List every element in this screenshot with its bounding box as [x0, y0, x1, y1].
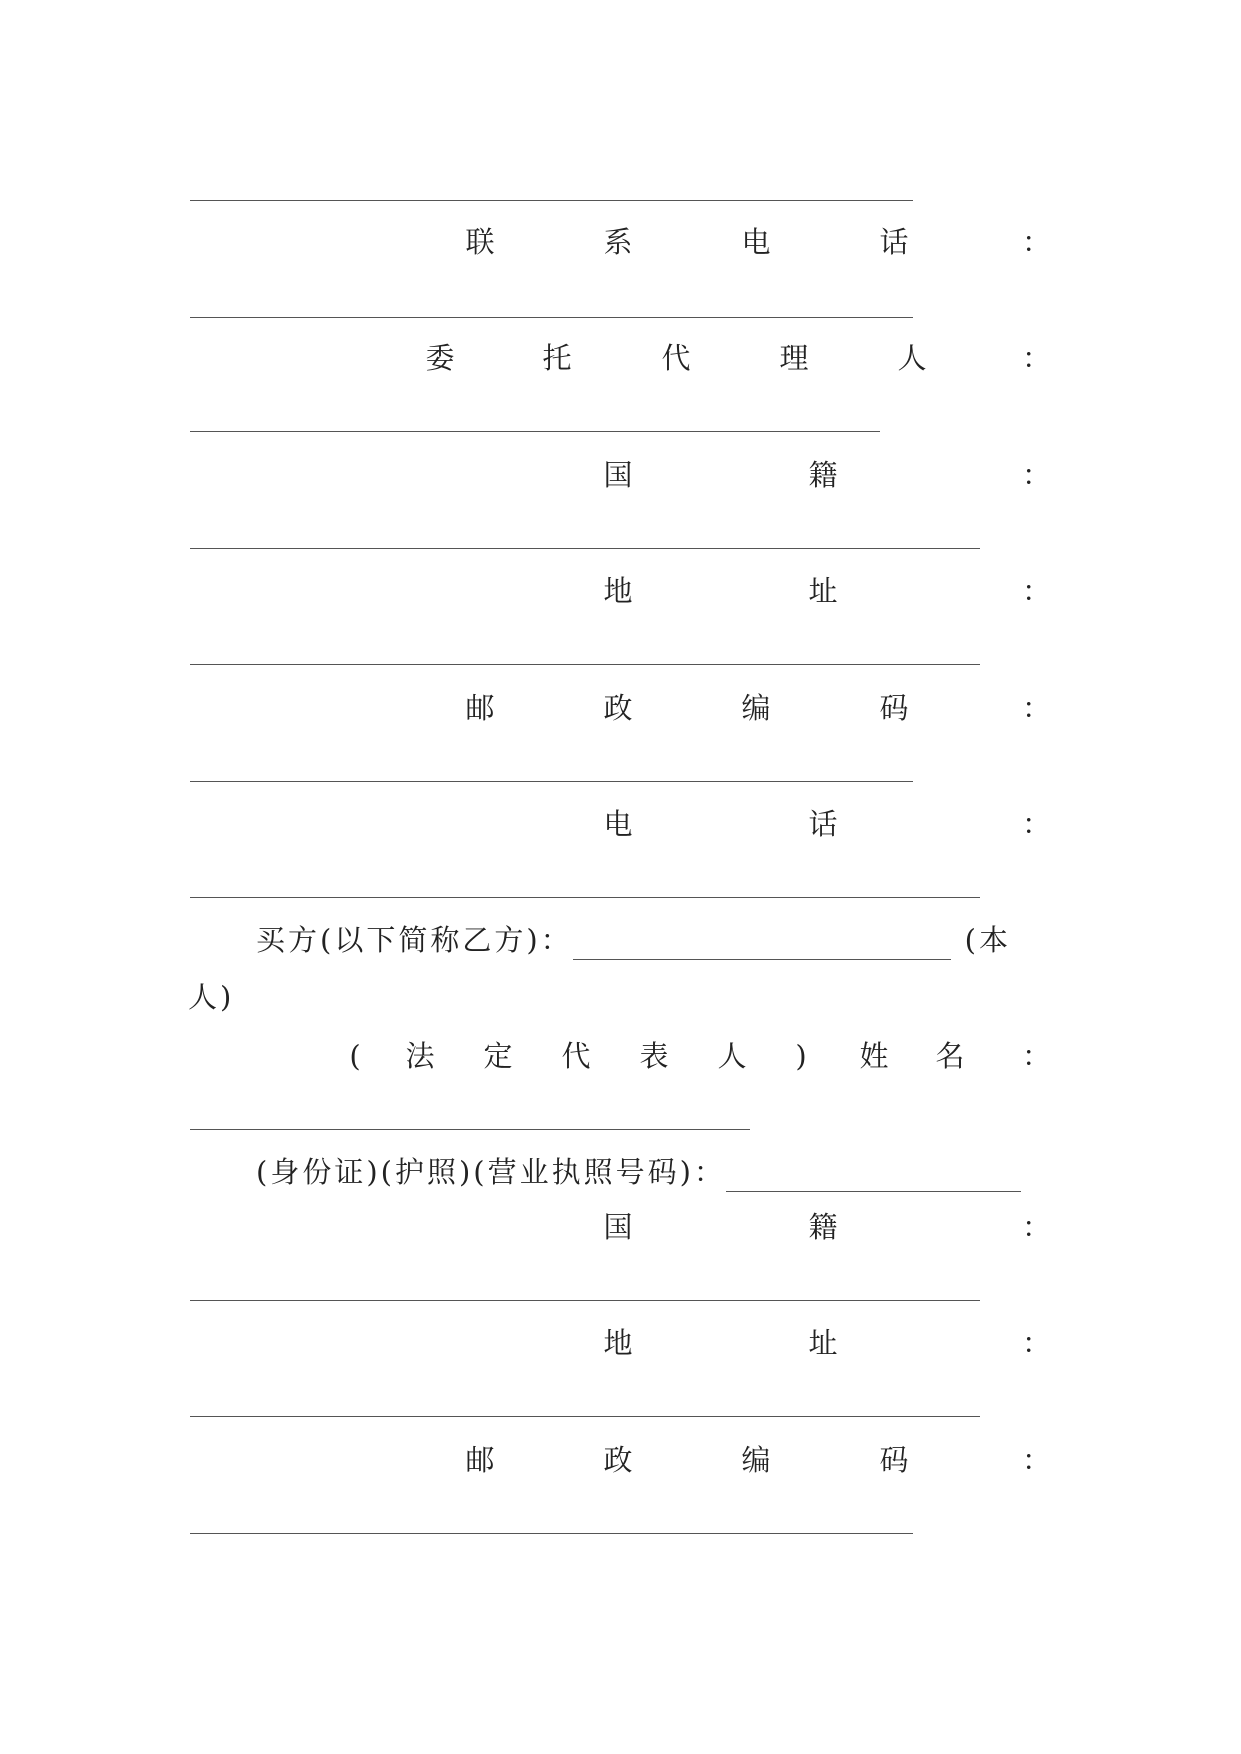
colon: ：	[1022, 1210, 1052, 1244]
fill-line[interactable]	[190, 200, 913, 201]
nationality-fill-line[interactable]	[190, 1300, 980, 1301]
colon: ：	[1022, 458, 1052, 492]
postal-code-fill-line[interactable]	[190, 781, 913, 782]
id-line-label: (身份证)(护照)(营业执照号码)：	[256, 1155, 726, 1189]
phone-fill-line[interactable]	[190, 897, 980, 898]
colon: ：	[1022, 1443, 1052, 1477]
colon: ：	[1022, 691, 1052, 725]
colon: ：	[1022, 1039, 1052, 1073]
id-line	[256, 1152, 1021, 1192]
buyer-suffix: (本	[964, 923, 1011, 957]
id-number-blank[interactable]	[726, 1161, 1021, 1192]
address-fill-line[interactable]	[190, 1416, 980, 1417]
nationality-fill-line[interactable]	[190, 548, 980, 549]
colon: ：	[1022, 1326, 1052, 1360]
buyer-line-wrap: 人)	[188, 980, 235, 1014]
buyer-line	[256, 920, 1011, 960]
agent-fill-line[interactable]	[190, 431, 880, 432]
colon: ：	[1022, 341, 1052, 375]
legal-rep-name-fill-line[interactable]	[190, 1129, 750, 1130]
colon: ：	[1022, 225, 1052, 259]
colon: ：	[1022, 574, 1052, 608]
buyer-name-blank[interactable]	[573, 929, 951, 960]
contact-phone-fill-line[interactable]	[190, 317, 913, 318]
colon: ：	[1022, 807, 1052, 841]
postal-code-fill-line[interactable]	[190, 1533, 913, 1534]
address-fill-line[interactable]	[190, 664, 980, 665]
buyer-prefix: 买方(以下简称乙方)：	[256, 923, 573, 957]
